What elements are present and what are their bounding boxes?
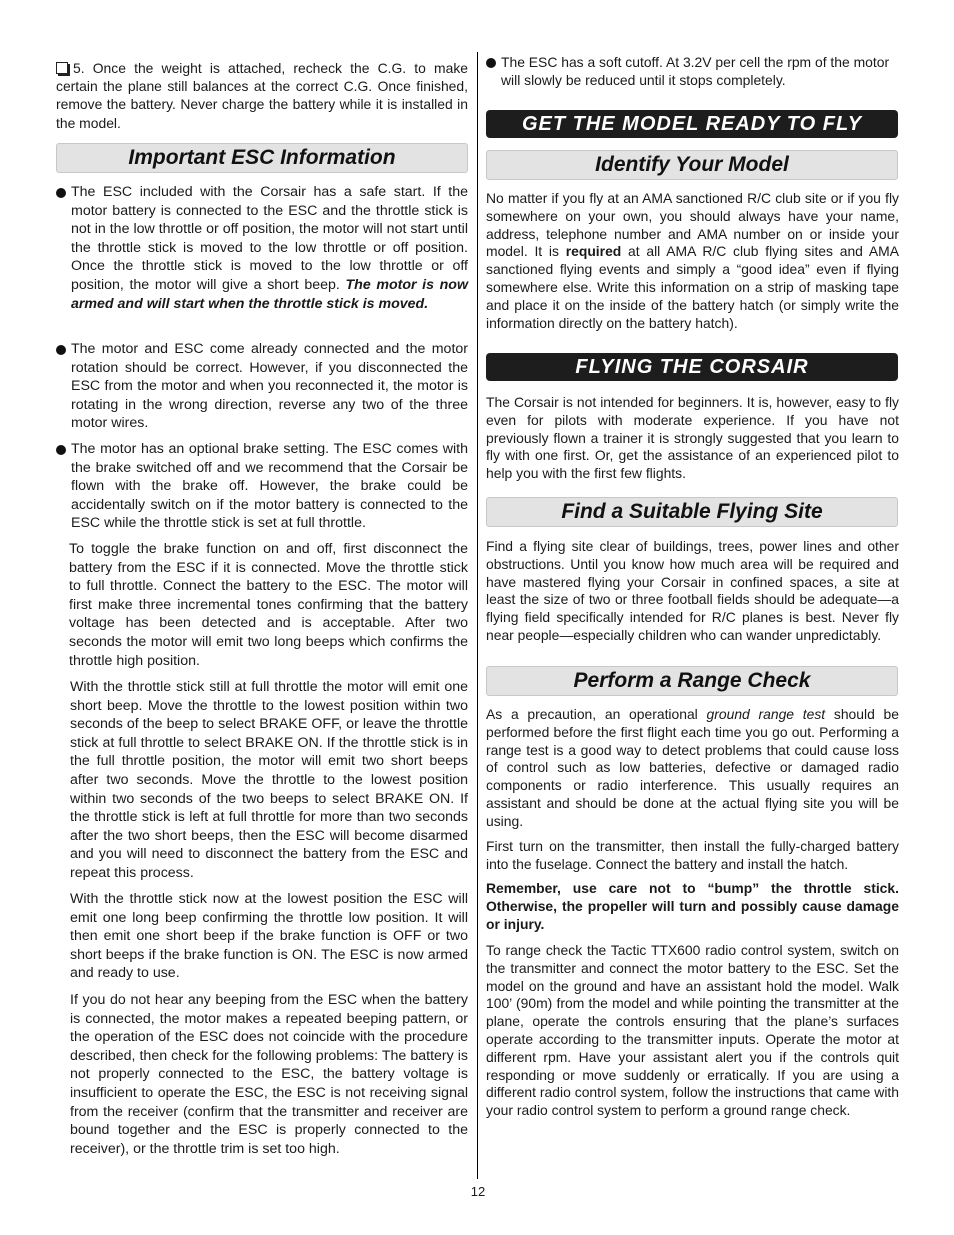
range-paragraph-3 [486,942,899,1120]
soft-cutoff-bullet [501,54,899,90]
soft-cutoff-text: The ESC has a soft cutoff. At 3.2V per cell the rpm of the motor will slowly be reduced until it stops completely. [501,54,890,88]
range-text-1b: should be performed before the first flight each time you go out. Performing a range test is a good way to detect problems that could cause loss of control such as low batteries, defective or damaged radio components or radio interference. This usually requires an assistant and should be done at the actual flying site you will be using. [486,706,900,829]
esc-bullet-brake [71,440,468,533]
no-beep-paragraph [70,991,468,1158]
range-paragraph-2 [486,838,899,874]
range-text-2: First turn on the transmitter, then install the fully-charged battery into the fuselage. Connect the battery and install the hatch. [486,838,899,872]
identify-text-1: No matter if you fly at an AMA sanctioned R/C club site or if you fly somewhere on your own, you should always have your name, address, telephone number and AMA number on or inside your model. It is [486,190,899,260]
step-5-text: 5. Once the weight is attached, recheck the C.G. to make certain the plane still balances at the correct C.G. Once finished, remove the battery. Never charge the battery while it is installed in the model. [56,60,468,131]
brake-text: The motor has an optional brake setting. The ESC comes with the brake switched off and we recommend that the Corsair be flown with the brake off. However, the brake could be accidentally switch on if the motor battery is connected to the ESC while the throttle stick is set at full throttle. [71,441,468,532]
full-throttle-paragraph [70,678,468,883]
identify-model-heading: Identify Your Model [486,150,898,180]
safe-start-text: The ESC included with the Corsair has a safe start. If the motor battery is connected to the ESC and the throttle stick is not in the low throttle or off position, the motor will not start until the throttle stick is moved to the low throttle or off position. Once the throttle stick is moved to the low throttle or off position, the motor will give a short beep. [71,184,468,293]
toggle-text: To toggle the brake function on and off, first disconnect the battery from the ESC if it is connected. Move the throttle stick to full throttle. Connect the battery to the ESC. The motor will first make three incremental tones confirming that the battery voltage has been detected and is acceptable. After two seconds the motor will emit two long beeps which confirms the throttle high position. [69,541,468,669]
range-text-ital: ground range test [706,706,826,722]
range-warning [486,880,899,933]
flying-text: The Corsair is not intended for beginners. It is, however, easy to fly even for pilots with moderate experience. If you have not previously flown a trainer it is strongly suggested that you learn to fly with one first. Or, get the assistance of an experienced pilot to help you with the first few flights. [486,394,899,482]
range-text-1a: As a precaution, an operational [486,706,707,722]
step-5 [56,59,468,132]
lowest-position-text: With the throttle stick now at the lowest position the ESC will emit one long beep confirming the throttle low position. It will then emit one short beep if the brake function is OFF or two short beeps if the brake function is ON. The ESC is now armed and ready to use. [70,891,468,982]
identify-required: required [565,243,622,260]
full-throttle-text: With the throttle stick still at full throttle the motor will emit one short beep. Move the throttle to the lowest position within two seconds of the beep to select BRAKE OFF, or leave the throttle stick at full throttle to select BRAKE ON. If the throttle stick is in the full throttle position, the motor will emit two short beeps after two seconds. Move the throttle to the lowest position within two seconds of the two beeps to select BRAKE ON. If the throttle stick is left at full throttle for more than two seconds after the two short beeps, then the ESC will become disarmed and you will need to disconnect the battery from the ESC and repeat this process. [70,679,468,881]
range-text-3: To range check the Tactic TTX600 radio control system, switch on the transmitter and connect the motor battery to the ESC. Set the model on the ground and have an assistant hold the model. Walk 100’ (90m) from the model and while pointing the transmitter at the plane, operate the controls ensuring that the plane’s surfaces operate according to the transmitter inputs. Operate the motor at different rpm. Have your assistant alert you if the controls quit responding or move suddenly or erratically. If you are using a different radio control system, follow the instructions that came with your radio control system to perform a ground range check. [486,942,899,1119]
bullet-icon [56,445,66,455]
flying-paragraph [486,394,899,483]
flying-site-paragraph [486,538,899,645]
bullet-icon [486,58,496,68]
range-warning-text: Remember, use care not to “bump” the throttle stick. Otherwise, the propeller will turn and possibly cause damage or injury. [486,880,899,932]
identify-paragraph [486,190,899,332]
esc-bullet-rotation [71,340,468,433]
page-number: 12 [470,1184,486,1199]
flying-site-text: Find a flying site clear of buildings, trees, power lines and other obstructions. Until you know how much area will be required and have mastered flying your Corsair in confined spaces, a site at least the size of two or three football fields should be adequate—a flying field specifically intended for R/C planes is best. Never fly near people—especially children who can wander unpredictably. [486,538,899,643]
no-beep-text: If you do not hear any beeping from the ESC when the battery is connected, the motor makes a repeated beeping pattern, or the operation of the ESC does not coincide with the procedure described, then check for the following problems: The battery is not properly connected to the ESC, the battery voltage is insufficient to operate the ESC, the ESC is not receiving signal from the receiver (confirm that the transmitter and receiver are bound together and the ESC is properly connected to the receiver), or the throttle trim is set too high. [70,992,468,1157]
checkbox-icon[interactable] [56,62,68,74]
flying-site-heading: Find a Suitable Flying Site [486,497,898,527]
rotation-text: The motor and ESC come already connected and the motor rotation should be correct. However, if you disconnected the ESC from the motor and when you reconnected it, the motor is rotating in the wrong direction, reverse any two of the three motor wires. [71,341,468,432]
bullet-icon [56,188,66,198]
lowest-position-paragraph [70,890,468,983]
column-divider [477,52,478,1179]
toggle-paragraph [69,540,468,670]
range-paragraph-1 [486,706,899,831]
range-check-heading: Perform a Range Check [486,666,898,696]
get-ready-heading: GET THE MODEL READY TO FLY [486,110,898,138]
identify-text-2: at all AMA R/C club flying sites and AMA sanctioned flying events and simply a “good idea” even if flying somewhere else. Write this information on a strip of masking tape and place it on the inside of the battery hatch (or simply write the information directly on the battery hatch). [486,243,899,331]
esc-bullet-safe-start [71,183,468,313]
bullet-icon [56,345,66,355]
armed-warning: The motor is now armed and will start when the throttle stick is moved. [71,276,468,312]
esc-info-heading: Important ESC Information [56,143,468,173]
flying-corsair-heading: FLYING THE CORSAIR [486,353,898,381]
